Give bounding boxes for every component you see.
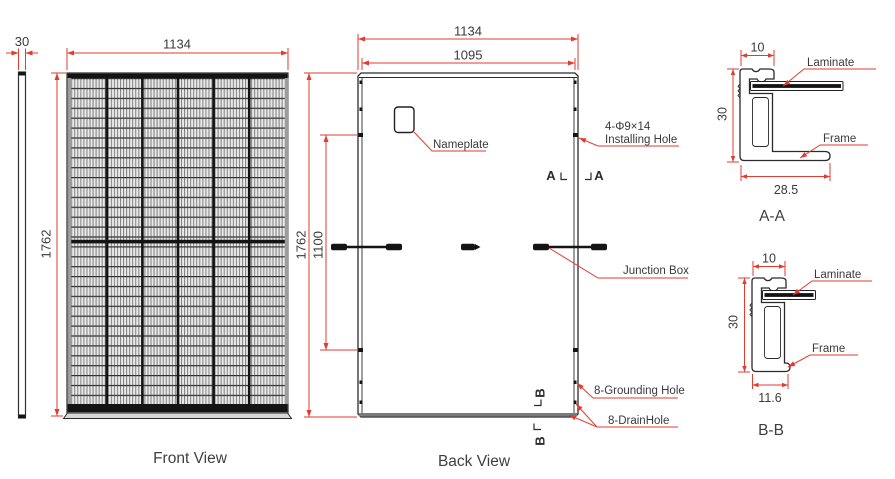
section-bb <box>727 252 873 440</box>
section-bb-caption: B-B <box>758 422 784 439</box>
front-view <box>39 37 292 468</box>
section-b-mark-bottom: B <box>532 436 548 446</box>
bb-bottom-width-value: 11.6 <box>758 391 782 405</box>
cable-connector <box>331 244 347 250</box>
installing-hole-callout <box>579 121 679 146</box>
thickness-dimension <box>6 34 38 70</box>
junction-box-center <box>461 244 475 250</box>
drain-hole-label: 8-DrainHole <box>608 415 670 427</box>
bb-frame-label: Frame <box>812 343 846 355</box>
installing-hole-label: Installing Hole <box>605 134 678 146</box>
front-panel-right-edge <box>285 78 289 404</box>
bb-bottom-width-dimension <box>753 374 789 405</box>
bb-laminate-label: Laminate <box>814 269 862 281</box>
section-a-mark-left: A <box>546 168 556 183</box>
junction-box-label: Junction Box <box>623 265 689 277</box>
side-profile <box>19 72 26 418</box>
section-a-mark-right: A <box>594 168 604 183</box>
side-profile-top-cap <box>19 72 26 76</box>
bb-top-width-value: 10 <box>762 251 776 266</box>
bb-top-width-dimension <box>753 252 785 277</box>
bb-height-value: 30 <box>726 315 741 329</box>
aa-height-dimension <box>716 69 740 162</box>
aa-top-width-value: 10 <box>750 40 765 55</box>
front-height-value: 1762 <box>38 229 54 259</box>
installing-hole-spec: 4-Φ9×14 <box>605 121 651 133</box>
bb-height-dimension <box>727 278 751 372</box>
laminate-core-bb <box>765 293 814 297</box>
front-panel-bottom-strip <box>68 404 288 412</box>
aa-laminate-label: Laminate <box>807 57 855 69</box>
front-width-dimension <box>67 37 288 71</box>
bb-frame-callout <box>788 343 858 367</box>
back-view-caption: Back View <box>437 453 511 470</box>
laminate-width-value: 1095 <box>453 47 483 63</box>
front-view-caption: Front View <box>153 450 227 467</box>
front-panel-left-edge <box>68 78 72 404</box>
back-height-value: 1762 <box>293 230 309 260</box>
front-panel-bottom-bar <box>64 413 292 419</box>
nameplate-label: Nameplate <box>433 139 489 151</box>
drain-hole-callout <box>569 404 678 427</box>
laminate-core-aa <box>753 84 842 88</box>
side-profile-bottom-cap <box>19 415 26 419</box>
section-b-mark-top: B <box>532 388 548 398</box>
back-view <box>294 24 690 471</box>
nameplate <box>395 107 415 133</box>
half-cell-split-band <box>71 240 285 244</box>
section-aa <box>716 41 877 226</box>
cable-connector <box>533 244 549 250</box>
grounding-hole-callout <box>577 383 685 398</box>
aa-frame-label: Frame <box>823 133 857 145</box>
laminate-width-dimension <box>362 48 575 71</box>
front-panel-top-strip <box>68 74 288 78</box>
cable-connector <box>591 244 607 250</box>
side-view <box>6 34 38 418</box>
back-width-value: 1134 <box>454 23 482 39</box>
aa-top-width-dimension <box>741 41 774 67</box>
aa-bottom-width-value: 28.5 <box>773 183 799 197</box>
hole-spacing-value: 1100 <box>310 231 326 259</box>
front-width-value: 1134 <box>163 36 191 52</box>
hole-spacing-dimension <box>311 135 358 350</box>
back-panel-bottom-band <box>359 413 577 416</box>
side-thickness-value: 30 <box>14 34 30 49</box>
aa-bottom-width-dimension <box>741 163 830 197</box>
section-aa-caption: A-A <box>759 208 785 225</box>
grounding-hole-label: 8-Grounding Hole <box>594 385 685 397</box>
cable-connector <box>386 244 402 250</box>
aa-height-value: 30 <box>715 107 730 121</box>
front-height-dimension <box>39 73 67 416</box>
